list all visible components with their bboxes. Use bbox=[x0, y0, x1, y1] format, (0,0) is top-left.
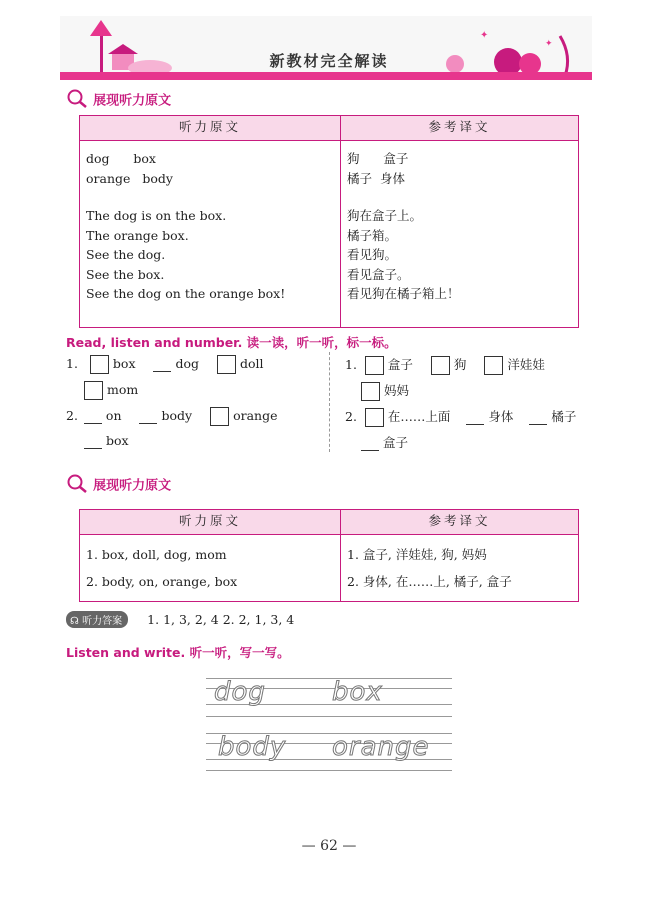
translation-line: 看见狗在橘子箱上！ bbox=[347, 286, 460, 301]
table-header-right: 参考译文 bbox=[341, 116, 579, 141]
column-divider bbox=[329, 352, 330, 452]
section1-left-cell bbox=[80, 141, 341, 328]
exercise2-title: Listen and write. 听一听，写一写。 bbox=[66, 645, 290, 660]
section2-title: 展现听力原文 bbox=[93, 478, 172, 494]
word-label: 橘子 bbox=[551, 409, 577, 424]
section2-table bbox=[79, 509, 579, 602]
transcript-gap bbox=[86, 188, 334, 206]
exercise1-title: Read, listen and number. 读一读，听一听，标一标。 bbox=[66, 335, 397, 350]
word-label: mom bbox=[107, 382, 139, 397]
answer-box[interactable] bbox=[217, 355, 236, 374]
traced-word: box bbox=[332, 677, 383, 707]
exercise1-right-row2 bbox=[345, 407, 576, 427]
answer-label: 听力答案 bbox=[82, 616, 123, 627]
magnifier-icon bbox=[66, 88, 88, 112]
answer-blank[interactable] bbox=[466, 410, 484, 425]
answer-blank[interactable] bbox=[153, 357, 171, 372]
word-label: box bbox=[112, 356, 136, 371]
header-title: 新教材完全解读 bbox=[269, 52, 389, 70]
translation-line: 橘子 身体 bbox=[347, 170, 405, 186]
exercise1-left-row2b bbox=[84, 433, 129, 449]
header-bar bbox=[60, 72, 592, 80]
answer-box[interactable] bbox=[484, 356, 503, 375]
answer-box[interactable] bbox=[84, 381, 103, 400]
translation-line: 狗 盒子 bbox=[347, 151, 409, 166]
headphone-icon: ☊ bbox=[70, 616, 79, 627]
section1-table bbox=[79, 115, 579, 328]
item-number: 2. bbox=[345, 409, 357, 424]
translation-line: 2. 身体, 在……上, 橘子, 盒子 bbox=[347, 574, 512, 589]
answer-badge bbox=[66, 611, 128, 628]
table-header-left: 听力原文 bbox=[80, 116, 341, 141]
item-number: 1. bbox=[345, 357, 357, 372]
traced-word: dog bbox=[214, 677, 266, 707]
answer-box[interactable] bbox=[361, 382, 380, 401]
answer-box[interactable] bbox=[210, 407, 229, 426]
exercise1-right-row2b bbox=[361, 433, 408, 451]
translation-line: 橘子箱。 bbox=[347, 227, 398, 243]
table-header-right: 参考译文 bbox=[341, 510, 579, 535]
transcript-line: See the box. bbox=[86, 266, 165, 282]
word-label: 洋娃娃 bbox=[507, 357, 545, 372]
section2-right-cell bbox=[341, 535, 579, 602]
writing-guide-line bbox=[206, 770, 452, 771]
exercise1-left-row2 bbox=[66, 407, 277, 426]
word-label: body bbox=[161, 408, 193, 423]
transcript-line: The orange box. bbox=[86, 227, 189, 243]
traced-word: orange bbox=[332, 732, 430, 762]
answer-blank[interactable] bbox=[139, 409, 157, 424]
translation-line: 看见狗。 bbox=[347, 247, 398, 262]
item-number: 2. bbox=[66, 408, 78, 423]
section2-heading bbox=[66, 473, 171, 497]
writing-guide-line bbox=[206, 716, 452, 717]
exercise1-right-row1 bbox=[345, 355, 545, 375]
transcript-line: orange body bbox=[86, 170, 173, 186]
word-label: 盒子 bbox=[383, 435, 409, 450]
answer-blank[interactable] bbox=[361, 436, 379, 451]
answer-blank[interactable] bbox=[84, 409, 102, 424]
answer-box[interactable] bbox=[90, 355, 109, 374]
word-label: orange bbox=[233, 408, 278, 423]
transcript-line: See the dog on the orange box! bbox=[86, 286, 286, 301]
exercise1-left-row1b bbox=[84, 381, 138, 400]
word-label: doll bbox=[240, 356, 264, 371]
word-label: 身体 bbox=[488, 409, 514, 424]
magnifier-icon bbox=[66, 473, 88, 497]
translation-line: 看见盒子。 bbox=[347, 266, 410, 282]
transcript-line: The dog is on the box. bbox=[86, 208, 227, 223]
answer-blank[interactable] bbox=[529, 410, 547, 425]
word-label: box bbox=[106, 433, 129, 448]
word-label: 妈妈 bbox=[384, 383, 410, 398]
section1-heading bbox=[66, 88, 171, 112]
word-label: 盒子 bbox=[387, 357, 413, 372]
item-number: 1. bbox=[66, 356, 78, 371]
section1-title: 展现听力原文 bbox=[93, 93, 172, 109]
word-label: 狗 bbox=[453, 357, 467, 372]
transcript-line: 2. body, on, orange, box bbox=[86, 574, 238, 589]
translation-gap bbox=[347, 188, 572, 206]
answer-text: 1. 1, 3, 2, 4 2. 2, 1, 3, 4 bbox=[147, 612, 295, 627]
word-label: dog bbox=[175, 356, 200, 371]
answer-box[interactable] bbox=[431, 356, 450, 375]
traced-word: body bbox=[218, 732, 287, 762]
answer-box[interactable] bbox=[365, 408, 384, 427]
page-number: — 62 — bbox=[301, 838, 357, 854]
section1-right-cell bbox=[341, 141, 579, 328]
tree-top bbox=[90, 20, 112, 36]
star-icon: ✦ bbox=[545, 39, 553, 49]
exercise1-right-row1b bbox=[361, 381, 409, 401]
word-label: 在……上面 bbox=[387, 409, 451, 424]
translation-line: 1. 盒子, 洋娃娃, 狗, 妈妈 bbox=[347, 547, 487, 562]
exercise1-left-row1 bbox=[66, 355, 264, 374]
word-label: on bbox=[105, 408, 122, 423]
transcript-line: dog box bbox=[86, 151, 156, 166]
translation-line: 狗在盒子上。 bbox=[347, 208, 423, 223]
star-icon: ✦ bbox=[480, 30, 489, 41]
answer-row bbox=[66, 609, 294, 628]
transcript-line: See the dog. bbox=[86, 247, 166, 262]
table-header-left: 听力原文 bbox=[80, 510, 341, 535]
answer-box[interactable] bbox=[365, 356, 384, 375]
section2-left-cell bbox=[80, 535, 341, 602]
transcript-line: 1. box, doll, dog, mom bbox=[86, 547, 227, 562]
answer-blank[interactable] bbox=[84, 434, 102, 449]
